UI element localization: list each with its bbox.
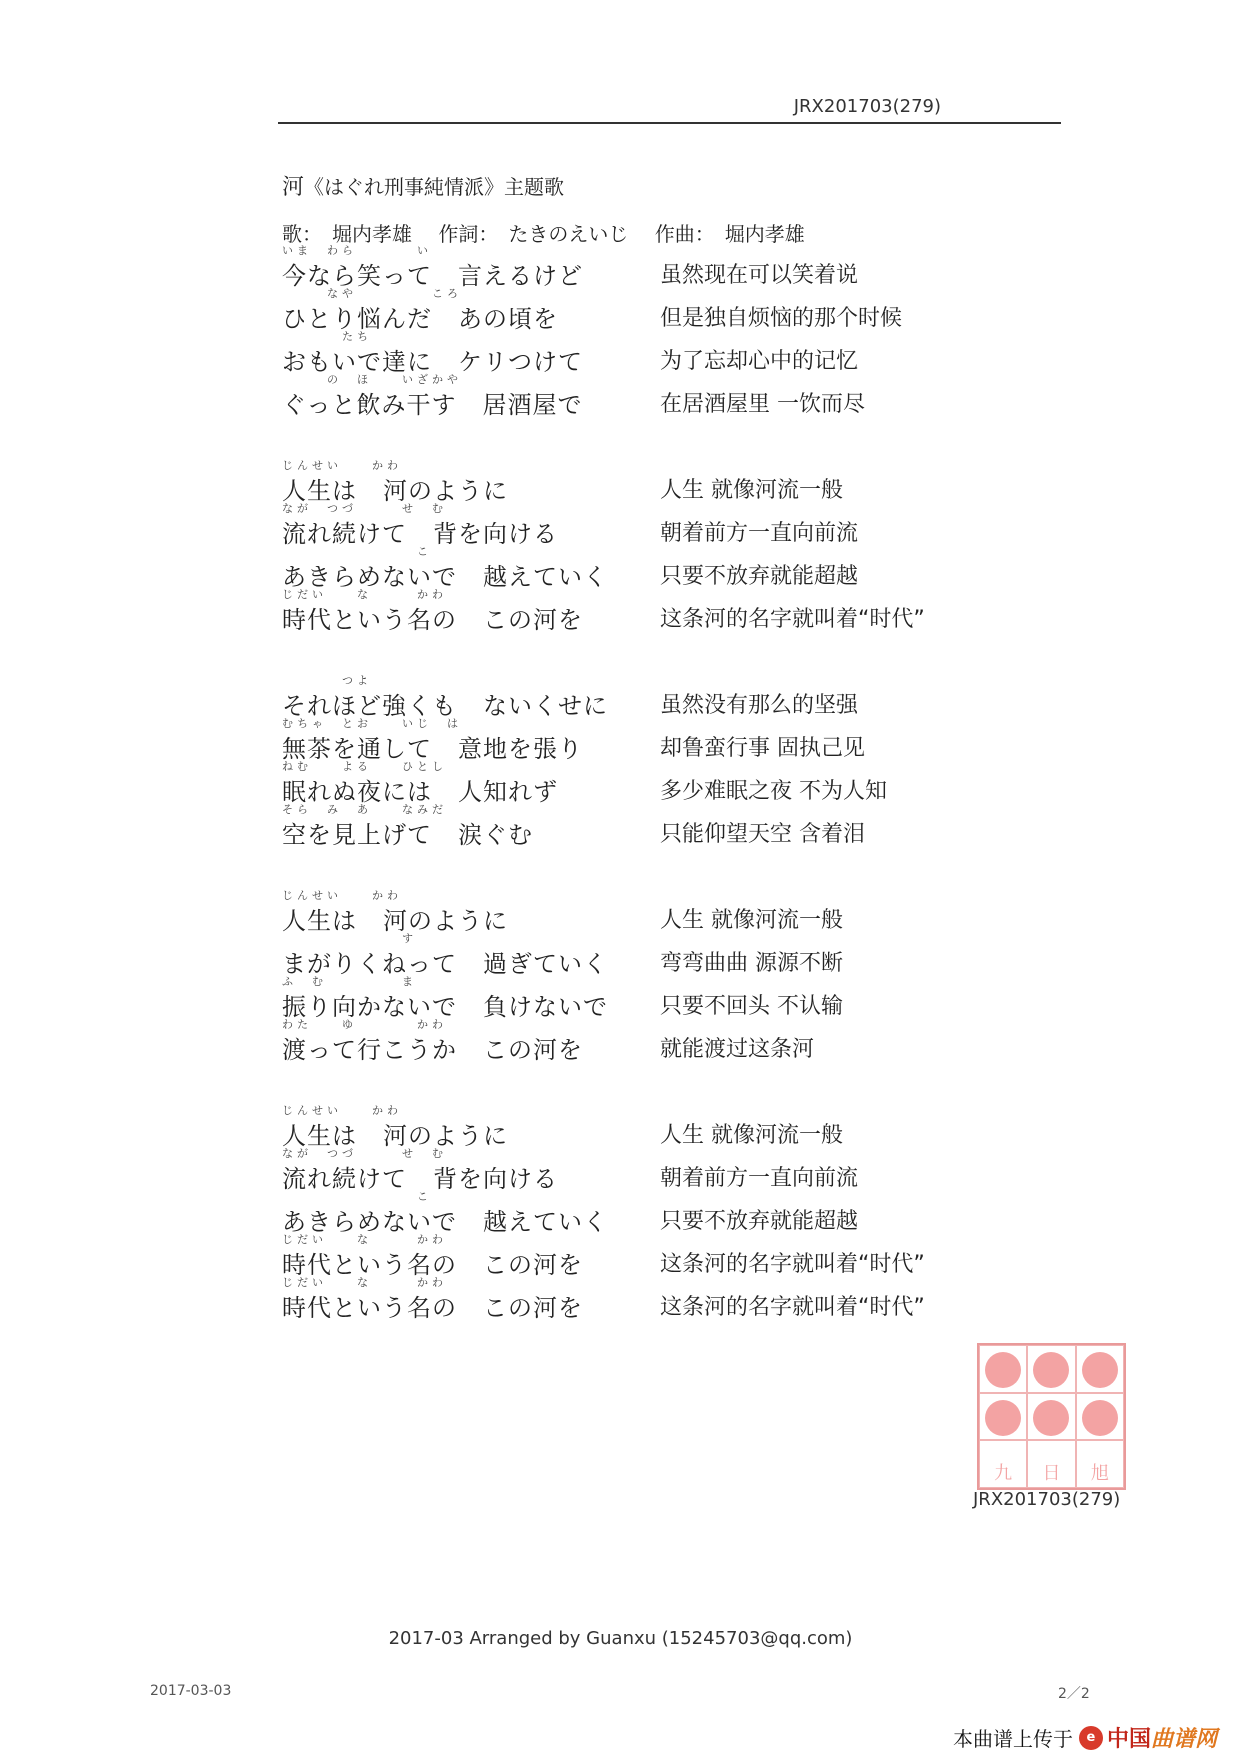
lyric-japanese-a: 眠れぬ夜には <box>282 778 432 806</box>
lyric-chinese: 只要不回头 不认输 <box>660 994 843 1019</box>
seal-dot <box>1082 1352 1118 1388</box>
song-title-text: 河 <box>282 175 305 200</box>
lyric-stanza <box>282 459 1002 637</box>
seal-cell <box>1027 1345 1075 1393</box>
lyric-japanese-b: 越えていく <box>483 563 608 591</box>
lyric-japanese-b: 言えるけど <box>458 262 583 290</box>
lyric-japanese-a: 振り向かないで <box>282 993 457 1021</box>
lyric-ruby: そら み あ なみだ <box>282 803 447 816</box>
lyric-chinese: 只能仰望天空 含着泪 <box>660 822 865 847</box>
seal-dot <box>1033 1400 1069 1436</box>
lyric-japanese-b: 涙ぐむ <box>458 821 533 849</box>
header-rule <box>278 122 1061 124</box>
lyric-chinese: 朝着前方一直向前流 <box>660 521 859 546</box>
lyric-ruby: つよ <box>282 674 372 687</box>
lyric-chinese: 虽然没有那么的坚强 <box>660 693 859 718</box>
lyric-ruby: じだい な かわ <box>282 1276 447 1289</box>
lyric-japanese-b: ケリつけて <box>458 348 583 376</box>
lyric-ruby: いま わら い <box>282 244 432 257</box>
lyric-ruby: の ほ いざかや <box>282 373 462 386</box>
lyric-japanese-a: ぐっと飲み干す <box>282 391 457 419</box>
lyric-ruby: す <box>282 932 417 945</box>
lyric-ruby: たち <box>282 330 372 343</box>
arranger-credit: 2017-03 Arranged by Guanxu (15245703@qq.com) <box>388 1628 853 1649</box>
upload-text: 本曲谱上传于 <box>952 1727 1073 1751</box>
lyric-ruby: じだい な かわ <box>282 588 447 601</box>
lyric-japanese-a: あきらめないで <box>282 563 457 591</box>
song-title <box>282 170 564 201</box>
site-logo-cn: 中国 <box>1106 1727 1151 1752</box>
composer-label: 作曲： <box>654 222 715 246</box>
lyric-japanese-a: それほど強くも <box>282 692 457 720</box>
lyric-japanese-b: この河を <box>483 1251 583 1279</box>
lyric-chinese: 人生 就像河流一般 <box>660 908 843 933</box>
lyric-japanese-b: 負けないで <box>483 993 608 1021</box>
lyric-chinese: 弯弯曲曲 源源不断 <box>660 951 843 976</box>
lyric-japanese-a: あきらめないで <box>282 1208 457 1236</box>
lyric-japanese-b: 過ぎていく <box>483 950 608 978</box>
singer: 堀内孝雄 <box>332 222 412 246</box>
lyric-chinese: 在居酒屋里 一饮而尽 <box>660 392 865 417</box>
lyric-chinese: 为了忘却心中的记忆 <box>660 349 859 374</box>
lyric-stanza <box>282 889 1002 1067</box>
lyric-japanese-a: 時代という名の <box>282 1294 457 1322</box>
seal-cell <box>979 1440 1027 1488</box>
seal-character: 旭 <box>1090 1463 1109 1484</box>
lyric-ruby: じんせい かわ <box>282 1104 402 1117</box>
seal-cell <box>1076 1345 1124 1393</box>
lyric-japanese-a: 流れ続けて <box>282 520 407 548</box>
seal-code: JRX201703(279) <box>973 1489 1121 1510</box>
lyric-japanese-a: まがりくねって <box>282 950 457 978</box>
lyric-ruby: むちゃ とお いじ は <box>282 717 462 730</box>
lyric-line <box>282 588 1002 637</box>
lyric-line <box>282 1276 1002 1325</box>
lyric-japanese-a: 無茶を通して <box>282 735 432 763</box>
lyric-ruby: ねむ よる ひとし <box>282 760 447 773</box>
seal-cell <box>979 1393 1027 1441</box>
lyric-ruby: じだい な かわ <box>282 1233 447 1246</box>
lyric-ruby: こ <box>282 545 432 558</box>
seal-dot <box>985 1400 1021 1436</box>
lyric-japanese-a: 渡って行こうか <box>282 1036 457 1064</box>
lyric-ruby: なが つづ せ む <box>282 1147 447 1160</box>
seal-dot <box>1082 1400 1118 1436</box>
lyric-japanese-b: 河のように <box>383 907 508 935</box>
seal-cell <box>979 1345 1027 1393</box>
seal-character: 九 <box>994 1463 1013 1484</box>
lyric-chinese: 这条河的名字就叫着“时代” <box>660 1295 925 1320</box>
song-title-note: 《はぐれ刑事純情派》主题歌 <box>304 175 565 199</box>
lyric-chinese: 人生 就像河流一般 <box>660 1123 843 1148</box>
lyric-line <box>282 373 1002 422</box>
lyric-ruby: なが つづ せ む <box>282 502 447 515</box>
seal-character: 日 <box>1042 1463 1061 1484</box>
seal-dot <box>1033 1352 1069 1388</box>
lyric-chinese: 这条河的名字就叫着“时代” <box>660 607 925 632</box>
lyric-chinese: 人生 就像河流一般 <box>660 478 843 503</box>
lyric-japanese-b: 河のように <box>383 1122 508 1150</box>
seal-cell <box>1076 1393 1124 1441</box>
seal-dot <box>985 1352 1021 1388</box>
lyric-chinese: 但是独自烦恼的那个时候 <box>660 306 903 331</box>
lyric-japanese-a: 人生は <box>282 907 357 935</box>
lyric-chinese: 只要不放弃就能超越 <box>660 564 859 589</box>
lyricist-label: 作詞： <box>438 222 499 246</box>
lyric-japanese-a: 人生は <box>282 1122 357 1150</box>
lyric-chinese: 这条河的名字就叫着“时代” <box>660 1252 925 1277</box>
site-logo[interactable] <box>1079 1722 1217 1753</box>
composer: 堀内孝雄 <box>724 222 805 246</box>
document-code: JRX201703(279) <box>793 96 941 117</box>
lyric-japanese-b: 意地を張り <box>458 735 583 763</box>
lyric-ruby: わた ゆ かわ <box>282 1018 447 1031</box>
seal-cell <box>1027 1440 1075 1488</box>
lyric-japanese-b: 人知れず <box>458 778 558 806</box>
singer-label: 歌： <box>282 222 322 246</box>
lyric-chinese: 就能渡过这条河 <box>660 1037 815 1062</box>
seal-stamp <box>977 1343 1126 1490</box>
lyric-japanese-b: この河を <box>483 606 583 634</box>
lyric-ruby: じんせい かわ <box>282 459 402 472</box>
lyric-line <box>282 803 1002 852</box>
lyric-japanese-a: 時代という名の <box>282 1251 457 1279</box>
lyric-japanese-b: 居酒屋で <box>482 391 583 419</box>
upload-note <box>953 1722 1217 1753</box>
lyric-line <box>282 1018 1002 1067</box>
lyric-japanese-a: 今なら笑って <box>282 262 432 290</box>
lyricist: たきのえいじ <box>508 222 629 246</box>
lyric-chinese: 朝着前方一直向前流 <box>660 1166 859 1191</box>
page-number: 2／2 <box>1058 1686 1090 1702</box>
lyric-ruby: なや ころ <box>282 287 462 300</box>
lyric-chinese: 多少难眠之夜 不为人知 <box>660 779 887 804</box>
lyric-japanese <box>282 1030 583 1065</box>
seal-cell <box>1076 1440 1124 1488</box>
lyric-japanese-a: 時代という名の <box>282 606 457 634</box>
footer-date: 2017-03-03 <box>150 1683 232 1699</box>
lyric-japanese-b: この河を <box>483 1294 583 1322</box>
lyric-japanese <box>282 385 583 420</box>
lyric-japanese-b: あの頃を <box>458 305 558 333</box>
lyric-chinese: 虽然现在可以笑着说 <box>660 263 859 288</box>
lyric-stanza <box>282 674 1002 852</box>
lyric-japanese-a: ひとり悩んだ <box>282 305 432 333</box>
lyric-japanese-b: 背を向ける <box>433 1165 558 1193</box>
lyric-line <box>282 287 1002 336</box>
site-logo-name: 曲谱网 <box>1150 1727 1217 1752</box>
lyric-japanese-b: 背を向ける <box>433 520 558 548</box>
seal-cell <box>1027 1393 1075 1441</box>
lyric-japanese <box>282 1288 583 1323</box>
lyric-stanza <box>282 244 1002 422</box>
lyric-ruby: じんせい かわ <box>282 889 402 902</box>
lyric-japanese-a: おもいで達に <box>282 348 432 376</box>
lyric-ruby: ふ む ま <box>282 975 417 988</box>
lyric-japanese-b: この河を <box>483 1036 583 1064</box>
lyric-ruby: こ <box>282 1190 432 1203</box>
lyric-stanza <box>282 1104 1002 1325</box>
site-logo-icon: e <box>1079 1726 1103 1750</box>
lyric-japanese-a: 流れ続けて <box>282 1165 407 1193</box>
lyric-japanese-b: 河のように <box>383 477 508 505</box>
lyric-japanese-b: 越えていく <box>483 1208 608 1236</box>
lyric-japanese <box>282 815 533 850</box>
lyric-japanese <box>282 600 583 635</box>
lyric-chinese: 只要不放弃就能超越 <box>660 1209 859 1234</box>
lyric-chinese: 却鲁蛮行事 固执己见 <box>660 736 865 761</box>
lyric-japanese-a: 人生は <box>282 477 357 505</box>
lyric-japanese-a: 空を見上げて <box>282 821 432 849</box>
lyric-japanese-b: ないくせに <box>483 692 608 720</box>
